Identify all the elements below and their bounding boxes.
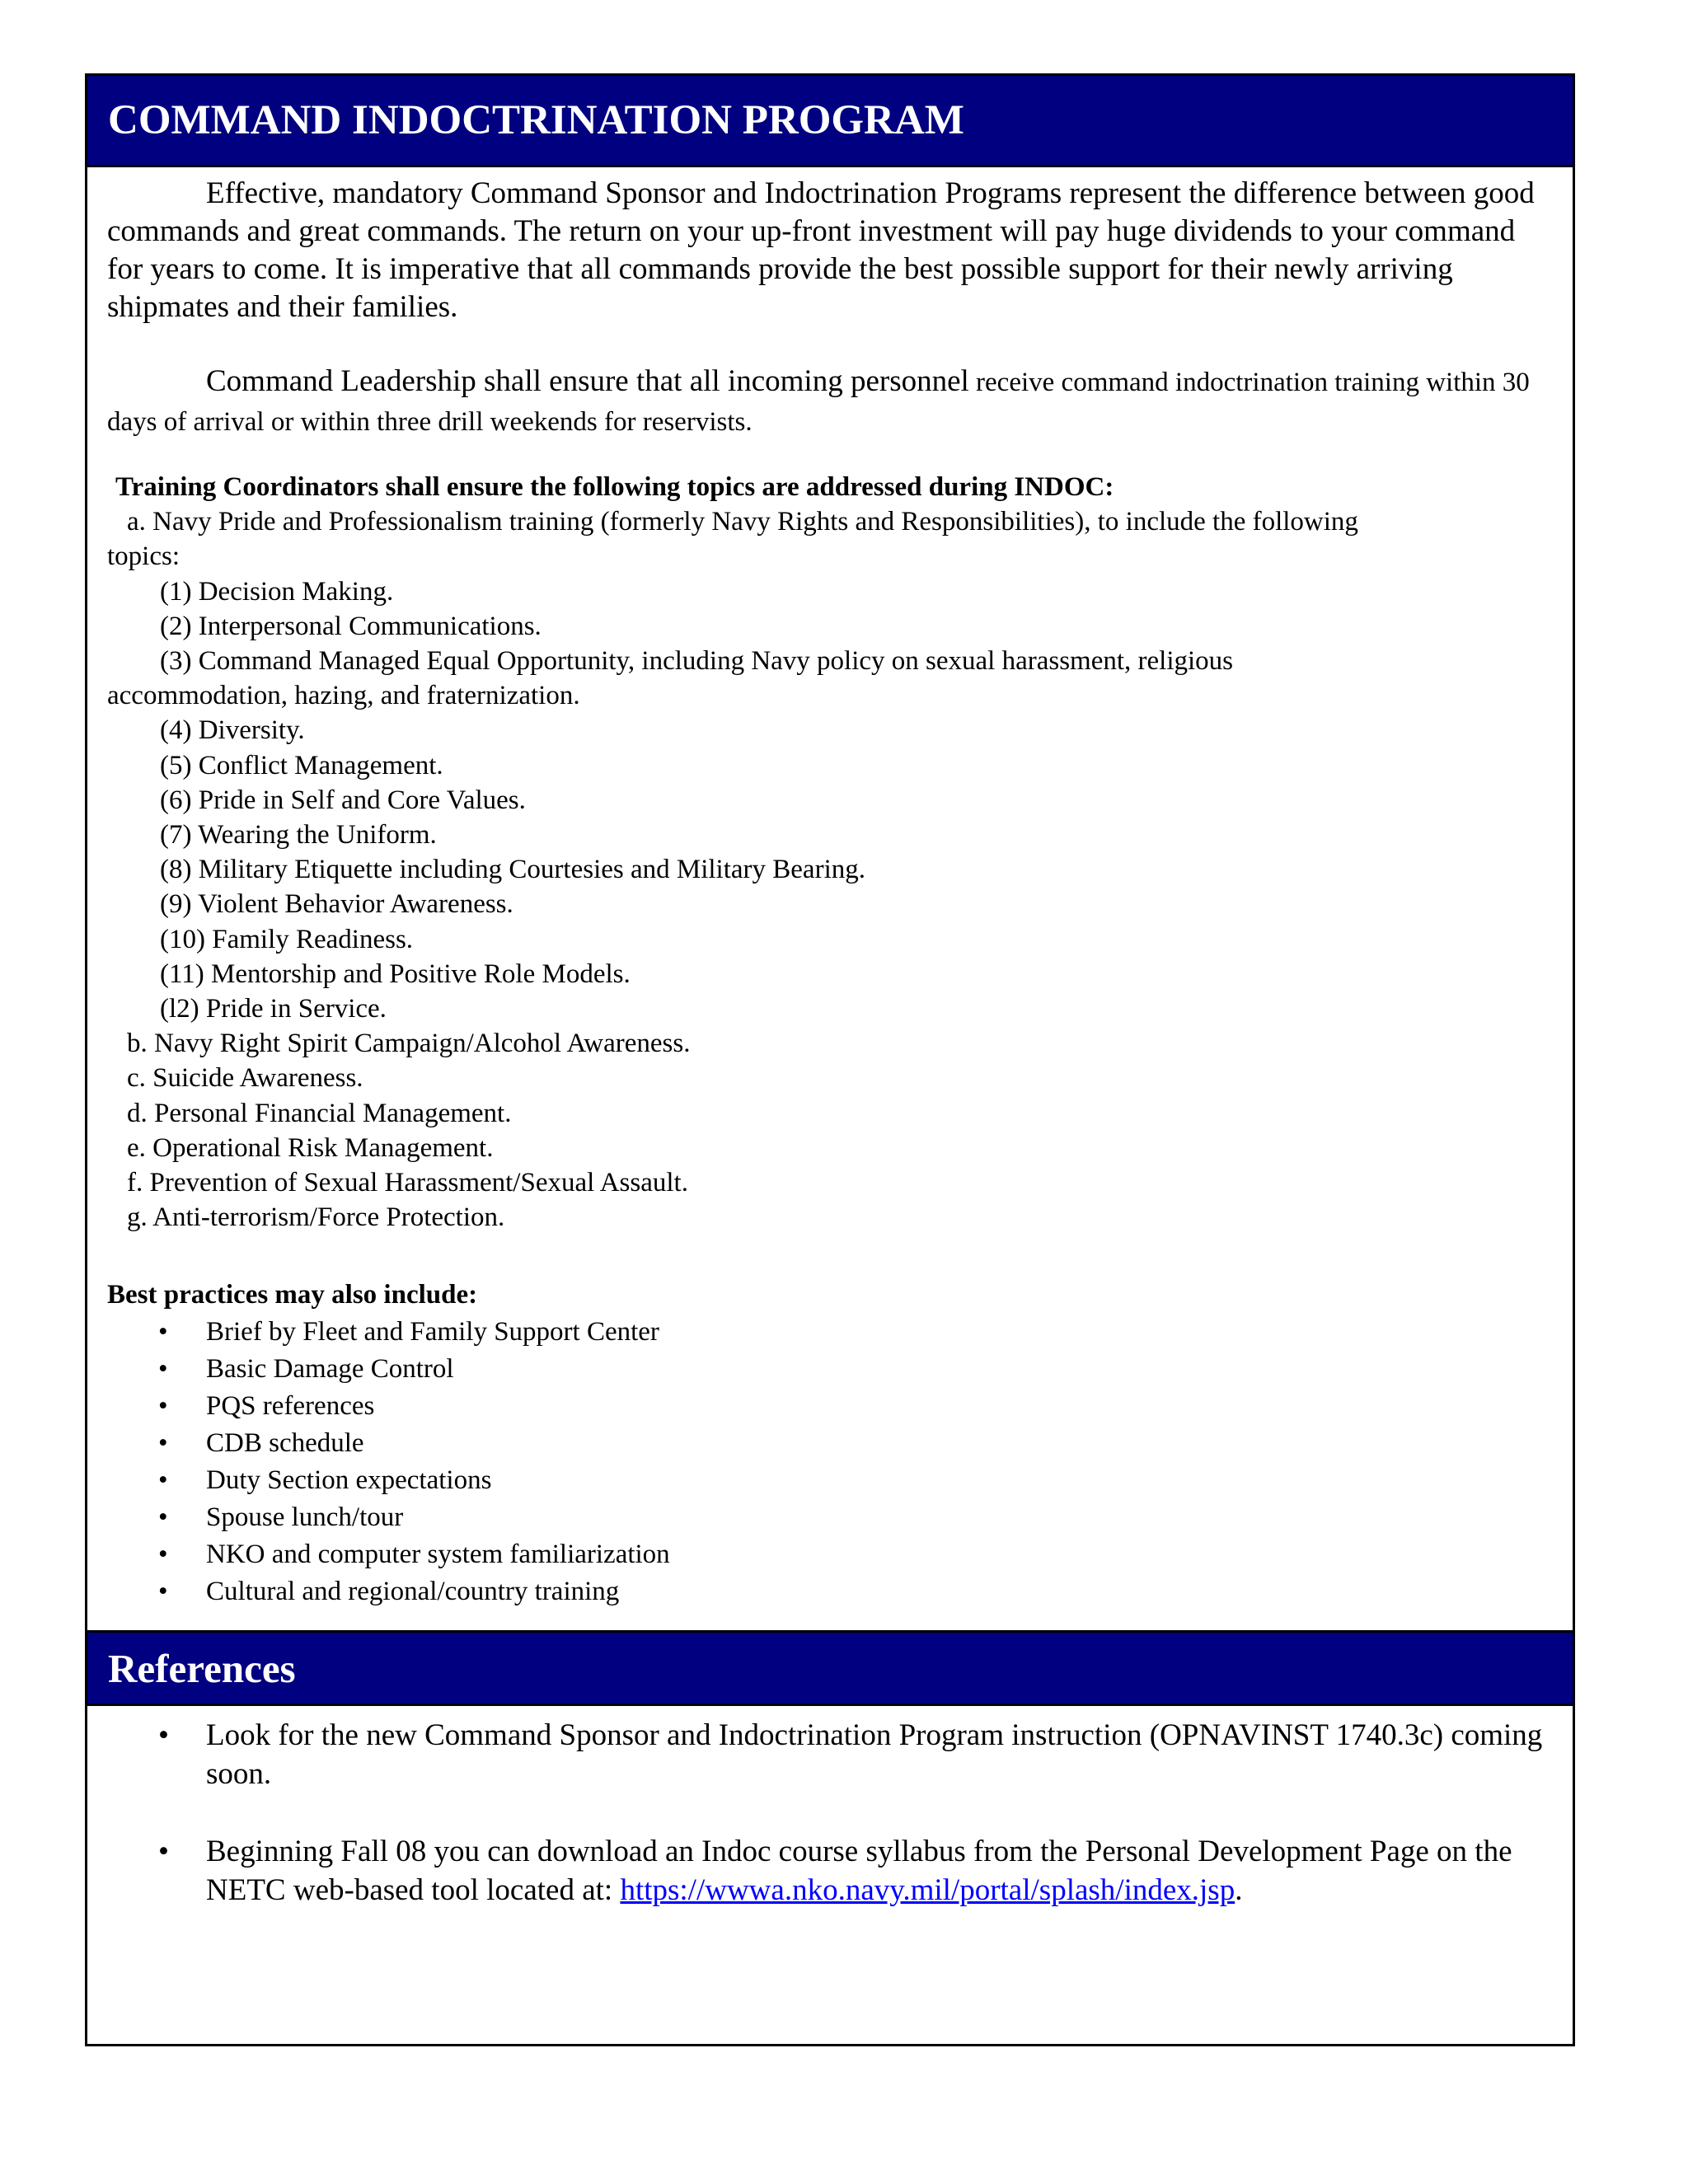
topic-numbered-9: (9) Violent Behavior Awareness. (160, 889, 513, 920)
topic-numbered-3-continuation: accommodation, hazing, and fraternization. (107, 681, 580, 711)
topics-section (107, 470, 1558, 1235)
intro-paragraph-1-text: Effective, mandatory Command Sponsor and Indoctrination Programs represent the difference between good commands and great commands. The return on your up-front investment will pay huge dividends to your command for years to come. It is imperative that all commands provide the best possible support for their newly arriving shipmates and their families. (107, 176, 1535, 324)
intro-section (107, 175, 1558, 326)
topic-numbered-10: (10) Family Readiness. (160, 924, 414, 954)
references-section (107, 1716, 1558, 1948)
section-header-command-indoctrination (87, 76, 1573, 167)
best-practices-list (107, 1314, 1558, 1610)
page-title: COMMAND INDOCTRINATION PROGRAM (108, 97, 964, 143)
topic-f: f. Prevention of Sexual Harassment/Sexual Assault. (127, 1168, 688, 1198)
section-header-references (87, 1630, 1573, 1706)
topic-numbered-8: (8) Military Etiquette including Courtesies and Military Bearing. (160, 855, 865, 885)
bullet-icon: • (158, 1502, 168, 1532)
list-item-text: PQS references (206, 1391, 375, 1421)
topic-numbered-5: (5) Conflict Management. (160, 750, 443, 780)
bullet-icon: • (158, 1718, 169, 1752)
intro-paragraph-2-large: Command Leadership shall ensure that all incoming personnel (206, 364, 969, 398)
reference-item-2-text: Beginning Fall 08 you can download an Indoc course syllabus from the Personal Development Page on the NETC web-based tool located at: (206, 1835, 1512, 1907)
bullet-icon: • (158, 1835, 169, 1868)
topics-heading: Training Coordinators shall ensure the following topics are addressed during INDOC: (115, 472, 1114, 502)
leadership-section (107, 364, 1558, 444)
list-item (107, 1573, 1558, 1610)
references-title: References (108, 1645, 296, 1691)
list-item-text: CDB schedule (206, 1428, 364, 1458)
list-item-text: Basic Damage Control (206, 1354, 454, 1384)
topic-g: g. Anti-terrorism/Force Protection. (127, 1202, 505, 1233)
intro-paragraph-1 (107, 175, 1558, 326)
topic-e: e. Operational Risk Management. (127, 1132, 494, 1163)
topic-c: c. Suicide Awareness. (127, 1063, 363, 1094)
topic-numbered-1: (1) Decision Making. (160, 576, 394, 607)
list-item (107, 1388, 1558, 1425)
reference-item-1-text: Look for the new Command Sponsor and Indoctrination Program instruction (OPNAVINST 1740.3c) coming soon. (206, 1718, 1543, 1791)
list-item-text: Duty Section expectations (206, 1465, 492, 1495)
topic-numbered-6: (6) Pride in Self and Core Values. (160, 785, 526, 815)
topic-d: d. Personal Financial Management. (127, 1098, 512, 1128)
list-item-text: Cultural and regional/country training (206, 1577, 620, 1606)
topic-numbered-4: (4) Diversity. (160, 715, 305, 746)
intro-paragraph-2 (107, 364, 1558, 444)
best-practices-heading: Best practices may also include: (107, 1280, 478, 1310)
best-practices-section (107, 1277, 1558, 1610)
list-item (107, 1462, 1558, 1499)
topic-numbered-7: (7) Wearing the Uniform. (160, 820, 437, 851)
document-frame (85, 73, 1575, 2046)
list-item (107, 1536, 1558, 1573)
list-item-text: NKO and computer system familiarization (206, 1540, 670, 1569)
bullet-icon: • (158, 1391, 168, 1421)
topic-b: b. Navy Right Spirit Campaign/Alcohol Awareness. (127, 1029, 691, 1059)
bullet-icon: • (158, 1540, 168, 1569)
bullet-icon: • (158, 1354, 168, 1384)
list-item-text: Spouse lunch/tour (206, 1502, 404, 1532)
intro-paragraph-2-small: receive command indoctrination training within 30 days of arrival or within three drill weekends for reservists. (107, 368, 1530, 437)
list-item (107, 1425, 1558, 1462)
bullet-icon: • (158, 1317, 168, 1347)
references-list (107, 1716, 1558, 1910)
list-item-text: Brief by Fleet and Family Support Center (206, 1317, 659, 1347)
list-item (107, 1314, 1558, 1351)
topic-numbered-12: (l2) Pride in Service. (160, 994, 387, 1024)
bullet-icon: • (158, 1465, 168, 1495)
reference-item (107, 1716, 1558, 1793)
list-item (107, 1351, 1558, 1388)
bullet-icon: • (158, 1428, 168, 1458)
topic-numbered-2: (2) Interpersonal Communications. (160, 611, 542, 641)
topic-numbered-3: (3) Command Managed Equal Opportunity, including Navy policy on sexual harassment, religious (160, 646, 1234, 677)
topic-numbered-11: (11) Mentorship and Positive Role Models. (160, 958, 631, 989)
reference-item (107, 1832, 1558, 1910)
reference-item-2-end: . (1235, 1873, 1243, 1907)
nko-portal-link[interactable]: https://wwwa.nko.navy.mil/portal/splash/index.jsp (620, 1873, 1236, 1907)
list-item (107, 1499, 1558, 1536)
topic-a-line1: a. Navy Pride and Professionalism training (formerly Navy Rights and Responsibilities), to include the following (127, 507, 1358, 537)
topic-a-line2: topics: (107, 541, 180, 572)
bullet-icon: • (158, 1577, 168, 1606)
